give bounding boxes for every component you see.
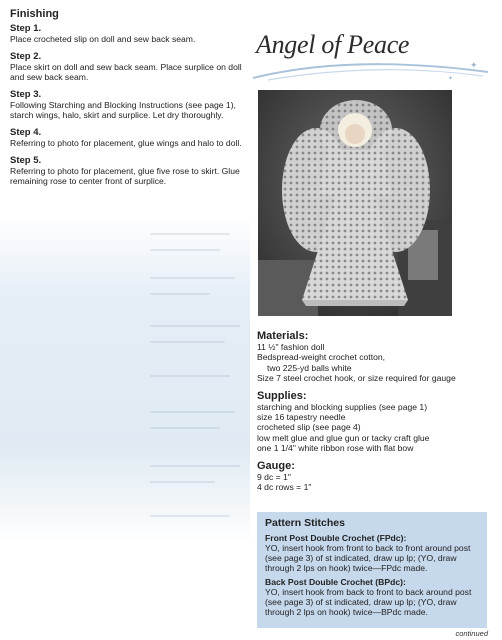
page-title: Angel of Peace [256, 30, 410, 59]
star-icon: ✦ [448, 76, 454, 82]
step-2-text: Place skirt on doll and sew back seam. Place surplice on doll and sew back seam. [10, 61, 242, 83]
step-5-title: Step 5. [10, 154, 42, 166]
materials-heading: Materials: [257, 330, 309, 342]
pattern-stitches-box [257, 512, 487, 628]
step-1-title: Step 1. [10, 23, 42, 34]
materials-line: Size 7 steel crochet hook, or size required for gauge [257, 373, 456, 384]
bpdc-title: Back Post Double Crochet (BPdc): [265, 576, 406, 587]
supplies-line: low melt glue and glue gun or tacky craft glue [257, 432, 430, 443]
step-2-title: Step 2. [10, 50, 42, 62]
step-4-title: Step 4. [10, 126, 42, 138]
supplies-line: one 1 1/4" white ribbon rose with flat bow [257, 443, 414, 454]
supplies-line: crocheted slip (see page 4) [257, 422, 361, 433]
finishing-heading: Finishing [10, 8, 59, 20]
materials-line: 11 ½" fashion doll [257, 342, 325, 352]
angel-doll-photo [258, 90, 452, 316]
gauge-line: 4 dc rows = 1" [257, 482, 312, 493]
gauge-heading: Gauge: [257, 459, 295, 472]
continued-label: continued [455, 629, 488, 638]
gauge-line: 9 dc = 1" [257, 471, 291, 482]
star-icon: ✦ [470, 60, 478, 70]
pattern-stitches-heading: Pattern Stitches [265, 517, 345, 529]
fpdc-text: YO, insert hook from front to back to front around post (see page 3) of st indicated, draw up lp; (YO, draw through 2 lps on hook) twice—FPdc made. [265, 543, 471, 574]
materials-line: two 225-yd balls white [267, 362, 352, 373]
step-5-text: Referring to photo for placement, glue five rose to skirt. Glue remaining rose to center front of surplice. [10, 165, 240, 187]
finishing-section [10, 8, 248, 187]
right-column [257, 330, 493, 492]
step-1-text: Place crocheted slip on doll and sew back seam. [10, 34, 196, 44]
supplies-line: size 16 tapestry needle [257, 412, 346, 423]
supplies-heading: Supplies: [257, 389, 307, 402]
step-3-title: Step 3. [10, 88, 42, 100]
fpdc-title: Front Post Double Crochet (FPdc): [265, 533, 407, 543]
step-4-text: Referring to photo for placement, glue wings and halo to doll. [10, 137, 242, 148]
bpdc-text: YO, insert hook from back to front to back around post (see page 3) of st indicated, draw up lp; (YO, draw through 2 lps on hook) twice—BPdc made. [265, 586, 472, 618]
decorative-swoosh [248, 58, 493, 84]
bleed-through-area [0, 215, 250, 545]
materials-line: Bedspread-weight crochet cotton, [257, 352, 386, 363]
supplies-line: starching and blocking supplies (see page 1) [257, 401, 428, 412]
step-3-text: Following Starching and Blocking Instructions (see page 1), starch wings, halo, skirt and surplice. Let dry thoroughly. [10, 99, 236, 121]
